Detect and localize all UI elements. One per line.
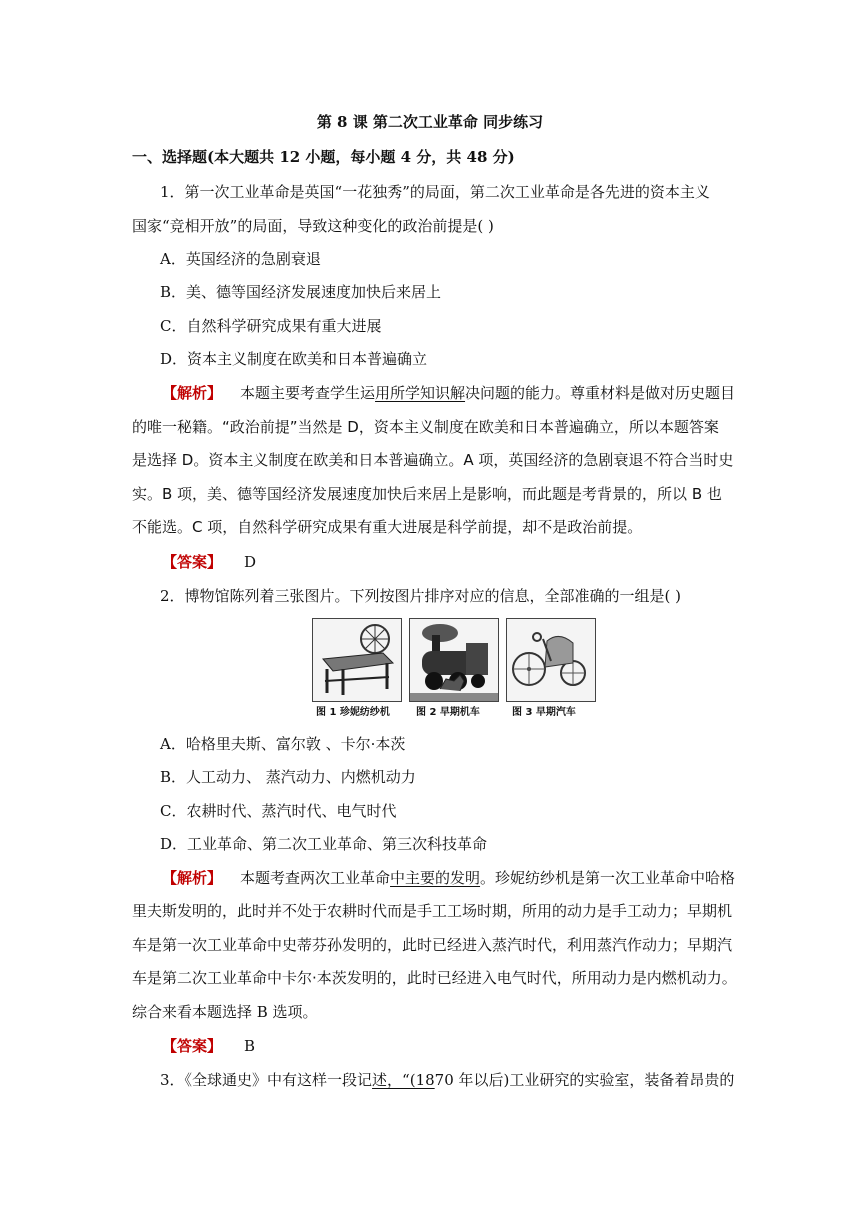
q1-option-a: A．英国经济的急剧衰退 — [160, 250, 321, 268]
q2-analysis-line2: 里夫斯发明的，此时并不处于农耕时代而是手工工场时期，所用的动力是手工动力；早期机 — [132, 902, 733, 920]
analysis-text: 。珍妮纺纱机是第一次工业革命中哈格 — [480, 869, 736, 887]
q1-analysis-line3: 是选择 D。资本主义制度在欧美和日本普遍确立。A 项，英国经济的急剧衰退不符合当时史 — [132, 451, 734, 469]
locomotive-icon — [410, 619, 498, 701]
page-title: 第 8 课 第二次工业革命 同步练习 — [316, 113, 544, 131]
analysis-text: 本题考查两次工业革命 — [240, 869, 391, 887]
q2-analysis-line1 — [162, 867, 736, 889]
q2-analysis-line4: 车是第二次工业革命中卡尔·本茨发明的，此时已经进入电气时代，所用动力是内燃机动力。 — [132, 969, 737, 987]
q1-option-d: D．资本主义制度在欧美和日本普遍确立 — [160, 350, 428, 368]
q2-option-a: A．哈格里夫斯、富尔敦 、卡尔·本茨 — [160, 735, 406, 753]
section-heading: 一、选择题(本大题共 12 小题，每小题 4 分，共 48 分) — [132, 148, 515, 166]
analysis-text: 决问题的能力。尊重材料是做对历史题目 — [465, 384, 736, 402]
early-car-icon — [507, 619, 595, 701]
q2-analysis-line5: 综合来看本题选择 B 选项。 — [132, 1003, 318, 1021]
q1-analysis-line4: 实。B 项，美、德等国经济发展速度加快后来居上是影响，而此题是考背景的，所以 B 也 — [132, 485, 722, 503]
analysis-tag: 【解析】 — [162, 869, 223, 887]
answer-tag: 【答案】 — [162, 553, 223, 571]
figure-1 — [312, 618, 402, 702]
figure-2-caption: 图 2 早期机车 — [416, 707, 480, 718]
underlined-text: 用所学知识解 — [375, 384, 466, 402]
q3-stem-text: 3．《全球通史》中有这样一段记 — [160, 1071, 373, 1089]
spinning-jenny-icon — [313, 619, 401, 701]
q2-stem: 2．博物馆陈列着三张图片。下列按图片排序对应的信息，全部准确的一组是( ) — [160, 587, 682, 605]
q1-option-b: B．美、德等国经济发展速度加快后来居上 — [160, 283, 442, 301]
figure-3 — [506, 618, 596, 702]
q3-stem — [160, 1069, 735, 1091]
q3-stem-text: 70 年以后)工业研究的实验室，装备着昂贵的 — [434, 1071, 735, 1089]
q1-analysis-line5: 不能选。C 项，自然科学研究成果有重大进展是科学前提，却不是政治前提。 — [132, 518, 643, 536]
q2-answer — [162, 1035, 762, 1057]
q2-option-b: B．人工动力、 蒸汽动力、内燃机动力 — [160, 768, 416, 786]
q2-analysis-line3: 车是第一次工业革命中史蒂芬孙发明的，此时已经进入蒸汽时代，利用蒸汽作动力；早期汽 — [132, 936, 733, 954]
q2-option-d: D．工业革命、第二次工业革命、第三次科技革命 — [160, 835, 488, 853]
answer-tag: 【答案】 — [162, 1037, 223, 1055]
q1-stem-line2: 国家“竞相开放”的局面，导致这种变化的政治前提是( ) — [132, 217, 494, 235]
analysis-text: 本题主要考查学生运 — [240, 384, 376, 402]
q1-stem-line1: 1．第一次工业革命是英国“一花独秀”的局面，第二次工业革命是各先进的资本主义 — [160, 183, 710, 201]
figure-1-caption: 图 1 珍妮纺纱机 — [316, 707, 390, 718]
underlined-text: 述，“(18 — [372, 1071, 435, 1089]
answer-value: B — [244, 1037, 256, 1055]
analysis-tag: 【解析】 — [162, 384, 223, 402]
answer-value: D — [244, 553, 257, 571]
figure-3-caption: 图 3 早期汽车 — [512, 707, 576, 718]
figure-strip — [308, 618, 588, 718]
q1-option-c: C．自然科学研究成果有重大进展 — [160, 317, 382, 335]
q1-analysis-line1 — [162, 382, 736, 404]
figure-2 — [409, 618, 499, 702]
q1-answer — [162, 551, 762, 573]
q2-option-c: C．农耕时代、蒸汽时代、电气时代 — [160, 802, 397, 820]
q1-analysis-line2: 的唯一秘籍。“政治前提”当然是 D，资本主义制度在欧美和日本普遍确立，所以本题答案 — [132, 418, 719, 436]
underlined-text: 中主要的发明 — [390, 869, 481, 887]
